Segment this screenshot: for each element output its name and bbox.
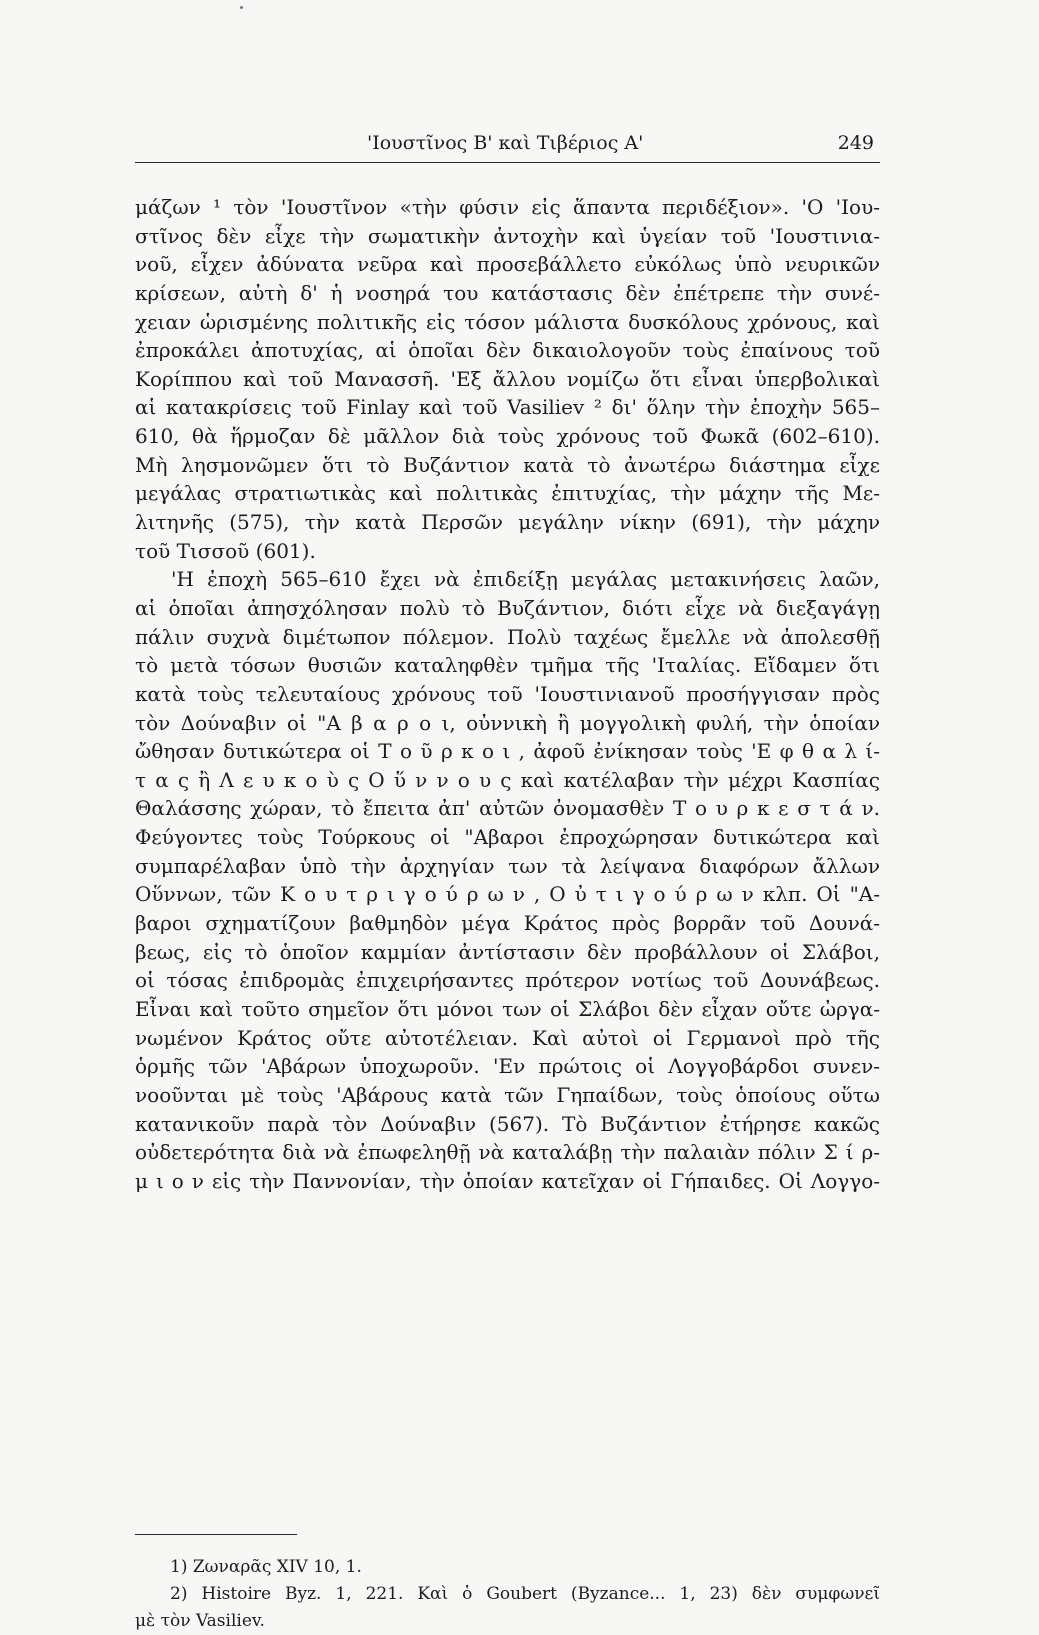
text-line: μ ι ο ν εἰς τὴν Παννονίαν, τὴν ὁποίαν κατεῖχαν οἱ Γήπαιδες. Οἱ Λογγο- [135,1168,880,1193]
paragraph-end-line: τοῦ Τισσοῦ (601). [135,538,316,563]
paper-speck [240,6,243,9]
text-line: τὸ μετὰ τόσων θυσιῶν καταληφθὲν τμῆμα τῆς 'Ιταλίας. Εἴδαμεν ὅτι [135,653,880,678]
text-line: Κορίππου καὶ τοῦ Μανασσῆ. 'Εξ ἄλλου νομίζω ὅτι εἶναι ὑπερβολικαὶ [135,366,880,391]
text-line: χειαν ὡρισμένης πολιτικῆς εἰς τόσον μάλιστα δυσκόλους χρόνους, καὶ [135,309,880,334]
text-line: μάζων ¹ τὸν 'Ιουστῖνον «τὴν φύσιν εἰς ἅπαντα περιδέξιον». 'Ο 'Ιου- [135,195,880,219]
footnote-2: 2) Histoire Byz. 1, 221. Καὶ ὁ Goubert (Byzance... 1, 23) δὲν συμφωνεῖ [170,1584,880,1604]
footnote-2-continuation: μὲ τὸν Vasiliev. [135,1611,265,1631]
text-line: Θαλάσσης χώραν, τὸ ἔπειτα ἀπ' αὐτῶν ὀνομασθὲν Τ ο υ ρ κ ε σ τ ά ν. [135,796,880,821]
text-line: βαροι σχηματίζουν βαθμηδὸν μέγα Κράτος πρὸς βορρᾶν τοῦ Δουνά- [135,911,880,936]
body-text [135,193,880,1195]
text-line: οὐδετερότητα διὰ νὰ ἐπωφεληθῇ νὰ καταλάβῃ τὴν παλαιὰν πόλιν Σ ί ρ- [135,1140,880,1165]
text-line: οἱ τόσας ἐπιδρομὰς ἐπιχειρήσαντες πρότερον νοτίως τοῦ Δουνάβεως. [135,968,880,993]
text-line: τ α ς ἢ Λ ε υ κ ο ὺ ς Ο ὕ ν ν ο υ ς καὶ κατέλαβαν τὴν μέχρι Κασπίας [135,767,880,792]
text-line: πάλιν συχνὰ διμέτωπον πόλεμον. Πολὺ ταχέως ἔμελλε νὰ ἀπολεσθῇ [135,624,880,649]
text-line: ὤθησαν δυτικώτερα οἱ Τ ο ῦ ρ κ ο ι , ἀφοῦ ἐνίκησαν τοὺς 'Ε φ θ α λ ί- [135,739,880,764]
running-title: 'Ιουστῖνος Β' καὶ Τιβέριος Α' [367,132,644,154]
text-line: νωμένον Κράτος οὔτε αὐτοτέλειαν. Καὶ αὐτοὶ οἱ Γερμανοὶ πρὸ τῆς [135,1025,880,1050]
text-line: ἐπροκάλει ἀποτυχίας, αἱ ὁποῖαι δὲν δικαιολογοῦν τοὺς ἐπαίνους τοῦ [135,338,880,363]
text-line: νοῦ, εἶχεν ἀδύνατα νεῦρα καὶ προσεβάλλετο εὐκόλως ὑπὸ νευρικῶν [135,252,880,277]
text-line: αἱ κατακρίσεις τοῦ Finlay καὶ τοῦ Vasiliev ² δι' ὅλην τὴν ἐποχὴν 565– [135,395,880,420]
text-line: βεως, εἰς τὸ ὁποῖον καμμίαν ἀντίστασιν δὲν προβάλλουν οἱ Σλάβοι, [135,939,880,964]
text-line: κατὰ τοὺς τελευταίους χρόνους τοῦ 'Ιουστινιανοῦ προσήγγισαν πρὸς [135,681,880,706]
text-line: Οὕννων, τῶν Κ ο υ τ ρ ι γ ο ύ ρ ω ν , Ο ὐ τ ι γ ο ύ ρ ω ν κλπ. Οἱ "Α- [135,882,880,907]
text-line: στῖνος δὲν εἶχε τὴν σωματικὴν ἀντοχὴν καὶ ὑγείαν τοῦ 'Ιουστινια- [135,223,880,248]
text-line: τὸν Δούναβιν οἱ "Α β α ρ ο ι, οὐννικὴ ἢ μογγολικὴ φυλή, τὴν ὁποίαν [135,710,880,735]
text-line: Φεύγοντες τοὺς Τούρκους οἱ "Αβαροι ἐπροχώρησαν δυτικώτερα καὶ [135,825,880,850]
text-line: κρίσεων, αὐτὴ δ' ἡ νοσηρά του κατάστασις δὲν ἐπέτρεπε τὴν συνέ- [135,280,880,305]
text-line: κατανικοῦν παρὰ τὸν Δούναβιν (567). Τὸ Βυζάντιον ἐτήρησε κακῶς [135,1111,880,1136]
text-line: λιτηνῆς (575), τὴν κατὰ Περσῶν μεγάλην νίκην (691), τὴν μάχην [135,510,880,535]
text-line: νοοῦνται μὲ τοὺς 'Αβάρους κατὰ τῶν Γηπαίδων, τοὺς ὁποίους οὕτω [135,1082,880,1107]
footnote-divider [135,1534,297,1535]
paragraph-start-line: 'Η ἐποχὴ 565–610 ἔχει νὰ ἐπιδείξῃ μεγάλας μετακινήσεις λαῶν, [171,567,880,592]
text-line: 610, θὰ ἥρμοζαν δὲ μᾶλλον διὰ τοὺς χρόνους τοῦ Φωκᾶ (602–610). [135,424,880,449]
page-header [135,128,880,163]
text-line: συμπαρέλαβαν ὑπὸ τὴν ἀρχηγίαν των τὰ λείψανα διαφόρων ἄλλων [135,853,880,878]
text-line: Μὴ λησμονῶμεν ὅτι τὸ Βυζάντιον κατὰ τὸ ἀνωτέρω διάστημα εἶχε [135,452,880,477]
footnotes [135,1554,880,1635]
text-line: ὁρμῆς τῶν 'Αβάρων ὑποχωροῦν. 'Εν πρώτοις οἱ Λογγοβάρδοι συνεν- [135,1054,880,1079]
page-number: 249 [837,132,874,154]
text-line: αἱ ὁποῖαι ἀπησχόλησαν πολὺ τὸ Βυζάντιον, διότι εἶχε νὰ διεξαγάγῃ [135,595,880,620]
footnote-1: 1) Ζωναρᾶς XIV 10, 1. [170,1557,362,1577]
text-line: μεγάλας στρατιωτικὰς καὶ πολιτικὰς ἐπιτυχίας, τὴν μάχην τῆς Με- [135,481,880,506]
text-line: Εἶναι καὶ τοῦτο σημεῖον ὅτι μόνοι των οἱ Σλάβοι δὲν εἶχαν οὔτε ὠργα- [135,996,880,1021]
